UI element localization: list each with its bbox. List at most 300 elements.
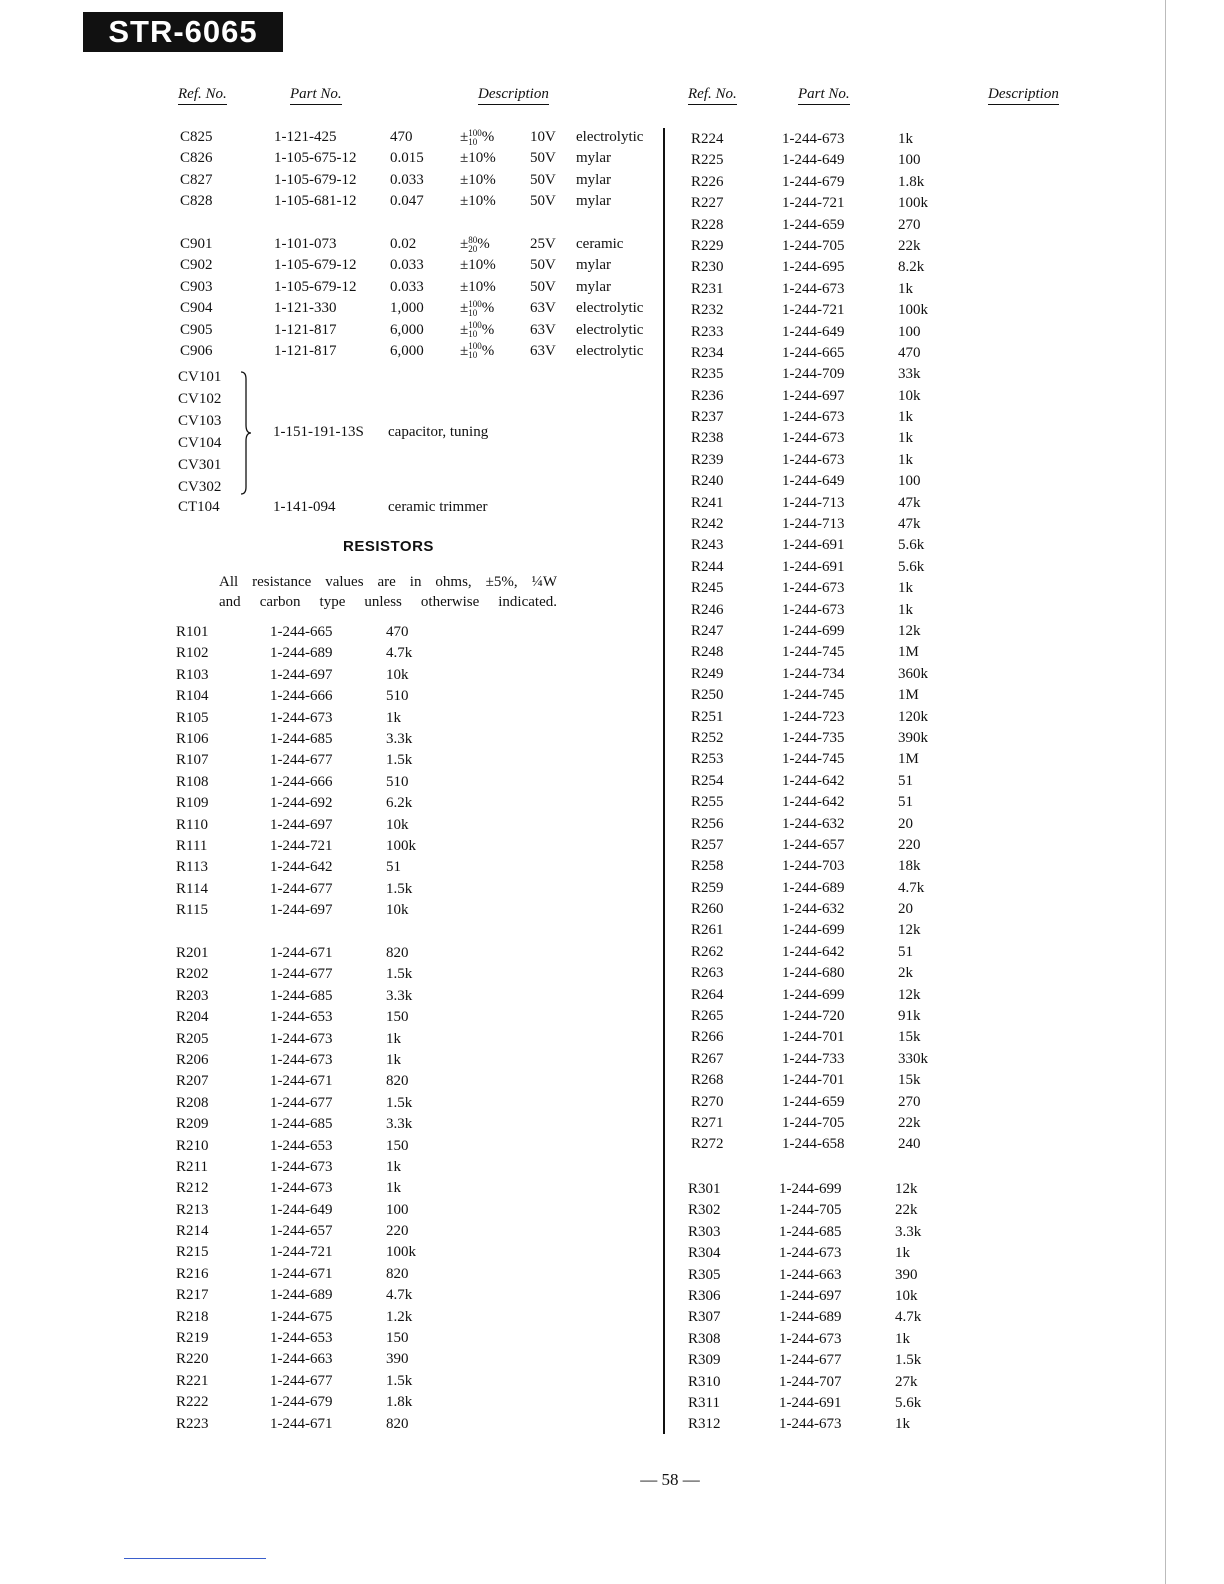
part-cell: 1-244-673: [779, 1245, 842, 1262]
ref-cell: R242: [691, 516, 724, 533]
value-cell: 47k: [898, 516, 921, 533]
ref-cell: C905: [180, 321, 213, 338]
ref-cell: R311: [688, 1394, 720, 1411]
ref-cell: R105: [176, 709, 209, 726]
part-cell: 1-244-642: [782, 772, 845, 789]
value-cell: 510: [386, 688, 409, 705]
part-cell: 1-244-709: [782, 366, 845, 383]
part-cell: 1-244-663: [779, 1266, 842, 1283]
right-desc-header: Description: [988, 86, 1059, 105]
value-cell: 1k: [895, 1416, 910, 1433]
part-cell: 1-244-673: [782, 409, 845, 426]
ref-cell: R251: [691, 708, 724, 725]
part-cell: 1-244-671: [270, 1073, 333, 1090]
left-ref-header: Ref. No.: [178, 86, 227, 105]
value-cell: 15k: [898, 1029, 921, 1046]
column-divider: [663, 128, 665, 1434]
ref-cell: R229: [691, 237, 724, 254]
ref-cell: R265: [691, 1008, 724, 1025]
value-cell: 270: [898, 1093, 921, 1110]
value-cell: 3.3k: [386, 1116, 413, 1133]
value-cell: 4.7k: [386, 645, 413, 662]
value-cell: 5.6k: [895, 1394, 922, 1411]
part-cell: 1-244-735: [782, 729, 845, 746]
tuning-ref: CV301: [178, 457, 222, 473]
value-cell: 100: [898, 323, 921, 340]
value-cell: 22k: [898, 1114, 921, 1131]
part-cell: 1-244-649: [782, 473, 845, 490]
ref-cell: R308: [688, 1330, 721, 1347]
ref-cell: R202: [176, 966, 209, 983]
value-cell: 100k: [898, 302, 928, 319]
ref-cell: R271: [691, 1114, 724, 1131]
voltage-cell: 25V: [530, 235, 556, 252]
value-cell: 10k: [386, 902, 409, 919]
part-cell: 1-244-685: [779, 1223, 842, 1240]
value-cell: 360k: [898, 665, 928, 682]
value-cell: 20: [898, 815, 913, 832]
value-cell: 1M: [898, 687, 919, 704]
voltage-cell: 50V: [530, 257, 556, 274]
trimmer-ref: CT104: [178, 499, 220, 515]
ref-cell: C906: [180, 342, 213, 359]
part-cell: 1-244-692: [270, 795, 333, 812]
value-cell: 8.2k: [898, 259, 925, 276]
part-cell: 1-244-685: [270, 730, 333, 747]
ref-cell: R210: [176, 1137, 209, 1154]
ref-cell: R217: [176, 1287, 209, 1304]
tolerance-cell: ±10%: [460, 278, 496, 295]
part-cell: 1-105-679-12: [274, 257, 357, 274]
value-cell: 6,000: [390, 342, 424, 359]
value-cell: 51: [898, 794, 913, 811]
part-cell: 1-244-701: [782, 1072, 845, 1089]
ref-cell: R258: [691, 858, 724, 875]
part-cell: 1-244-642: [270, 859, 333, 876]
value-cell: 240: [898, 1136, 921, 1153]
part-cell: 1-244-721: [782, 302, 845, 319]
part-cell: 1-244-721: [782, 195, 845, 212]
part-cell: 1-244-675: [270, 1308, 333, 1325]
ref-cell: R205: [176, 1030, 209, 1047]
value-cell: 1k: [386, 1180, 401, 1197]
part-cell: 1-244-733: [782, 1050, 845, 1067]
part-cell: 1-244-723: [782, 708, 845, 725]
part-cell: 1-244-705: [782, 1114, 845, 1131]
right-ref-header: Ref. No.: [688, 86, 737, 105]
type-cell: mylar: [576, 193, 611, 210]
resistors-heading: RESISTORS: [343, 538, 434, 555]
ref-cell: R257: [691, 836, 724, 853]
type-cell: electrolytic: [576, 129, 644, 145]
part-cell: 1-244-720: [782, 1008, 845, 1025]
part-cell: 1-244-677: [270, 966, 333, 983]
voltage-cell: 50V: [530, 278, 556, 295]
part-cell: 1-244-699: [782, 922, 845, 939]
value-cell: 10k: [898, 387, 921, 404]
ref-cell: R218: [176, 1308, 209, 1325]
value-cell: 0.033: [390, 257, 424, 274]
value-cell: 1.5k: [895, 1352, 922, 1369]
tuning-ref: CV103: [178, 413, 222, 429]
part-cell: 1-244-673: [782, 451, 845, 468]
part-cell: 1-244-673: [270, 1180, 333, 1197]
value-cell: 1M: [898, 751, 919, 768]
page-number: — 58 —: [640, 1470, 700, 1489]
value-cell: 1.5k: [386, 1094, 413, 1111]
part-cell: 1-244-671: [270, 1265, 333, 1282]
value-cell: 1.5k: [386, 1372, 413, 1389]
part-cell: 1-244-673: [270, 709, 333, 726]
left-desc-header: Description: [478, 86, 549, 105]
ref-cell: R237: [691, 409, 724, 426]
value-cell: 3.3k: [895, 1223, 922, 1240]
value-cell: 100k: [386, 837, 416, 854]
tuning-ref: CV102: [178, 391, 222, 407]
ref-cell: R107: [176, 752, 209, 769]
value-cell: 1k: [898, 580, 913, 597]
part-cell: 1-244-673: [270, 1051, 333, 1068]
part-cell: 1-244-642: [782, 943, 845, 960]
ref-cell: R312: [688, 1416, 721, 1433]
part-cell: 1-244-697: [270, 902, 333, 919]
ref-cell: R226: [691, 173, 724, 190]
part-cell: 1-244-657: [270, 1223, 333, 1240]
part-cell: 1-244-713: [782, 494, 845, 511]
value-cell: 1k: [895, 1245, 910, 1262]
part-cell: 1-244-713: [782, 516, 845, 533]
part-cell: 1-244-695: [782, 259, 845, 276]
ref-cell: C901: [180, 235, 213, 252]
ref-cell: R222: [176, 1394, 209, 1411]
value-cell: 20: [898, 901, 913, 918]
part-cell: 1-244-705: [779, 1202, 842, 1219]
part-cell: 1-244-642: [782, 794, 845, 811]
resistors-note: [219, 572, 557, 612]
ref-cell: R230: [691, 259, 724, 276]
tuning-part-number: 1-151-191-13S: [273, 424, 364, 440]
right-part-header: Part No.: [798, 86, 850, 105]
value-cell: 12k: [898, 622, 921, 639]
ref-cell: R243: [691, 537, 724, 554]
ref-cell: R301: [688, 1181, 721, 1197]
ref-cell: R101: [176, 624, 209, 640]
type-cell: mylar: [576, 171, 611, 188]
ref-cell: R309: [688, 1352, 721, 1369]
part-cell: 1-244-705: [782, 237, 845, 254]
part-cell: 1-244-659: [782, 216, 845, 233]
part-cell: 1-244-653: [270, 1009, 333, 1026]
part-cell: 1-105-681-12: [274, 193, 357, 210]
value-cell: 12k: [898, 922, 921, 939]
type-cell: electrolytic: [576, 342, 644, 359]
value-cell: 15k: [898, 1072, 921, 1089]
voltage-cell: 50V: [530, 171, 556, 188]
value-cell: 100: [898, 152, 921, 169]
value-cell: 10k: [386, 666, 409, 683]
value-cell: 1k: [898, 451, 913, 468]
value-cell: 4.7k: [898, 879, 925, 896]
part-cell: 1-244-649: [782, 323, 845, 340]
ref-cell: R231: [691, 280, 724, 297]
value-cell: 100: [386, 1201, 409, 1218]
part-cell: 1-244-665: [782, 344, 845, 361]
value-cell: 220: [898, 836, 921, 853]
ref-cell: R220: [176, 1351, 209, 1368]
ref-cell: R268: [691, 1072, 724, 1089]
value-cell: 1.5k: [386, 880, 413, 897]
ref-cell: R238: [691, 430, 724, 447]
part-cell: 1-244-663: [270, 1351, 333, 1368]
value-cell: 120k: [898, 708, 928, 725]
part-cell: 1-105-679-12: [274, 171, 357, 188]
part-cell: 1-244-673: [270, 1158, 333, 1175]
part-cell: 1-244-658: [782, 1136, 845, 1153]
value-cell: 22k: [895, 1202, 918, 1219]
ref-cell: C826: [180, 150, 213, 167]
ref-cell: R304: [688, 1245, 721, 1262]
value-cell: 1.5k: [386, 752, 413, 769]
part-cell: 1-244-673: [270, 1030, 333, 1047]
value-cell: 51: [898, 943, 913, 960]
part-cell: 1-244-632: [782, 815, 845, 832]
ref-cell: R208: [176, 1094, 209, 1111]
ref-cell: R102: [176, 645, 209, 662]
part-cell: 1-244-679: [270, 1394, 333, 1411]
part-cell: 1-244-673: [779, 1416, 842, 1433]
tolerance-cell: ±10%: [460, 257, 496, 274]
part-cell: 1-244-653: [270, 1330, 333, 1347]
ref-cell: R310: [688, 1373, 721, 1390]
ref-cell: C825: [180, 129, 213, 145]
part-cell: 1-244-703: [782, 858, 845, 875]
part-cell: 1-244-677: [270, 1094, 333, 1111]
ref-cell: R306: [688, 1287, 721, 1304]
ref-cell: R260: [691, 901, 724, 918]
ref-cell: R235: [691, 366, 724, 383]
part-cell: 1-244-671: [270, 945, 333, 961]
ref-cell: R245: [691, 580, 724, 597]
ref-cell: R103: [176, 666, 209, 683]
part-cell: 1-244-673: [782, 580, 845, 597]
part-cell: 1-244-673: [782, 131, 845, 147]
voltage-cell: 50V: [530, 150, 556, 167]
part-cell: 1-244-745: [782, 751, 845, 768]
value-cell: 1.5k: [386, 966, 413, 983]
value-cell: 12k: [895, 1181, 918, 1197]
value-cell: 3.3k: [386, 987, 413, 1004]
value-cell: 33k: [898, 366, 921, 383]
value-cell: 820: [386, 945, 409, 961]
tuning-capacitor-group: [178, 369, 578, 499]
value-cell: 0.015: [390, 150, 424, 167]
part-cell: 1-244-691: [782, 558, 845, 575]
part-cell: 1-244-689: [270, 645, 333, 662]
ref-cell: C903: [180, 278, 213, 295]
value-cell: 5.6k: [898, 558, 925, 575]
part-cell: 1-244-699: [779, 1181, 842, 1197]
value-cell: 4.7k: [386, 1287, 413, 1304]
type-cell: ceramic: [576, 235, 624, 252]
part-cell: 1-244-677: [270, 1372, 333, 1389]
value-cell: 6,000: [390, 321, 424, 338]
ref-cell: R108: [176, 773, 209, 790]
ref-cell: R233: [691, 323, 724, 340]
ref-cell: R250: [691, 687, 724, 704]
ref-cell: C902: [180, 257, 213, 274]
value-cell: 12k: [898, 986, 921, 1003]
bottom-rule: [124, 1558, 266, 1559]
part-cell: 1-244-677: [779, 1352, 842, 1369]
value-cell: 100: [898, 473, 921, 490]
ref-cell: R246: [691, 601, 724, 618]
model-title: STR-6065: [83, 12, 283, 52]
value-cell: 100k: [386, 1244, 416, 1261]
part-cell: 1-244-697: [779, 1287, 842, 1304]
part-cell: 1-244-657: [782, 836, 845, 853]
value-cell: 1k: [898, 280, 913, 297]
value-cell: 10k: [895, 1287, 918, 1304]
note-line: All resistance values are in ohms, ±5%, ¼W: [219, 574, 557, 590]
ref-cell: R228: [691, 216, 724, 233]
value-cell: 1.8k: [386, 1394, 413, 1411]
tuning-ref: CV101: [178, 369, 222, 385]
value-cell: 51: [898, 772, 913, 789]
ref-cell: R264: [691, 986, 724, 1003]
ref-cell: R259: [691, 879, 724, 896]
part-cell: 1-244-691: [779, 1394, 842, 1411]
tuning-ref: CV302: [178, 479, 222, 495]
tolerance-cell: ± 80 20 %: [460, 234, 490, 254]
ref-cell: R204: [176, 1009, 209, 1026]
part-cell: 1-121-817: [274, 342, 337, 359]
part-cell: 1-244-673: [782, 280, 845, 297]
value-cell: 470: [898, 344, 921, 361]
ref-cell: R114: [176, 880, 208, 897]
part-cell: 1-121-425: [274, 129, 337, 145]
part-cell: 1-105-675-12: [274, 150, 357, 167]
part-cell: 1-244-649: [782, 152, 845, 169]
part-cell: 1-244-671: [270, 1415, 333, 1432]
ref-cell: R224: [691, 131, 724, 147]
ref-cell: R263: [691, 965, 724, 982]
ref-cell: R221: [176, 1372, 209, 1389]
ref-cell: R262: [691, 943, 724, 960]
value-cell: 51: [386, 859, 401, 876]
value-cell: 510: [386, 773, 409, 790]
part-cell: 1-244-697: [782, 387, 845, 404]
value-cell: 390: [386, 1351, 409, 1368]
ref-cell: R270: [691, 1093, 724, 1110]
part-cell: 1-244-689: [779, 1309, 842, 1326]
part-cell: 1-244-689: [782, 879, 845, 896]
value-cell: 1.8k: [898, 173, 925, 190]
trimmer-description: ceramic trimmer: [388, 499, 488, 515]
part-cell: 1-244-721: [270, 1244, 333, 1261]
part-cell: 1-244-673: [782, 601, 845, 618]
value-cell: 0.02: [390, 235, 417, 252]
part-cell: 1-244-659: [782, 1093, 845, 1110]
ref-cell: C827: [180, 171, 213, 188]
ref-cell: R211: [176, 1158, 208, 1175]
value-cell: 1.2k: [386, 1308, 413, 1325]
type-cell: mylar: [576, 150, 611, 167]
ref-cell: R302: [688, 1202, 721, 1219]
part-cell: 1-244-745: [782, 687, 845, 704]
tolerance-cell: ± 100 10 %: [460, 127, 495, 147]
value-cell: 0.047: [390, 193, 424, 210]
tolerance-cell: ± 100 10 %: [460, 320, 495, 340]
part-cell: 1-105-679-12: [274, 278, 357, 295]
ref-cell: R252: [691, 729, 724, 746]
voltage-cell: 63V: [530, 342, 556, 359]
value-cell: 1k: [898, 601, 913, 618]
part-cell: 1-244-697: [270, 816, 333, 833]
part-cell: 1-244-679: [782, 173, 845, 190]
value-cell: 5.6k: [898, 537, 925, 554]
part-cell: 1-244-689: [270, 1287, 333, 1304]
part-cell: 1-244-673: [782, 430, 845, 447]
part-cell: 1-244-665: [270, 624, 333, 640]
ref-cell: R219: [176, 1330, 209, 1347]
value-cell: 1k: [386, 709, 401, 726]
ref-cell: R254: [691, 772, 724, 789]
ref-cell: R244: [691, 558, 724, 575]
ref-cell: R240: [691, 473, 724, 490]
part-cell: 1-244-653: [270, 1137, 333, 1154]
part-cell: 1-244-685: [270, 1116, 333, 1133]
ref-cell: R111: [176, 837, 208, 854]
value-cell: 820: [386, 1265, 409, 1282]
trimmer-part-number: 1-141-094: [273, 499, 336, 515]
ref-cell: R106: [176, 730, 209, 747]
ref-cell: R209: [176, 1116, 209, 1133]
value-cell: 390: [895, 1266, 918, 1283]
ref-cell: R110: [176, 816, 208, 833]
voltage-cell: 10V: [530, 129, 556, 145]
part-cell: 1-244-666: [270, 773, 333, 790]
value-cell: 330k: [898, 1050, 928, 1067]
value-cell: 3.3k: [386, 730, 413, 747]
value-cell: 1k: [386, 1158, 401, 1175]
value-cell: 1k: [895, 1330, 910, 1347]
type-cell: electrolytic: [576, 300, 644, 317]
ref-cell: R213: [176, 1201, 209, 1218]
ref-cell: C904: [180, 300, 213, 317]
value-cell: 10k: [386, 816, 409, 833]
value-cell: 100k: [898, 195, 928, 212]
page-edge-divider: [1165, 0, 1166, 1584]
value-cell: 0.033: [390, 278, 424, 295]
ref-cell: R113: [176, 859, 208, 876]
ref-cell: R214: [176, 1223, 209, 1240]
value-cell: 1k: [898, 430, 913, 447]
value-cell: 470: [390, 129, 413, 145]
note-line: and carbon type unless otherwise indicated.: [219, 594, 557, 610]
part-cell: 1-244-680: [782, 965, 845, 982]
part-cell: 1-244-697: [270, 666, 333, 683]
part-cell: 1-244-707: [779, 1373, 842, 1390]
tolerance-cell: ±10%: [460, 193, 496, 210]
value-cell: 220: [386, 1223, 409, 1240]
ref-cell: R234: [691, 344, 724, 361]
ref-cell: R109: [176, 795, 209, 812]
voltage-cell: 63V: [530, 300, 556, 317]
value-cell: 0.033: [390, 171, 424, 188]
value-cell: 820: [386, 1073, 409, 1090]
value-cell: 27k: [895, 1373, 918, 1390]
value-cell: 91k: [898, 1008, 921, 1025]
